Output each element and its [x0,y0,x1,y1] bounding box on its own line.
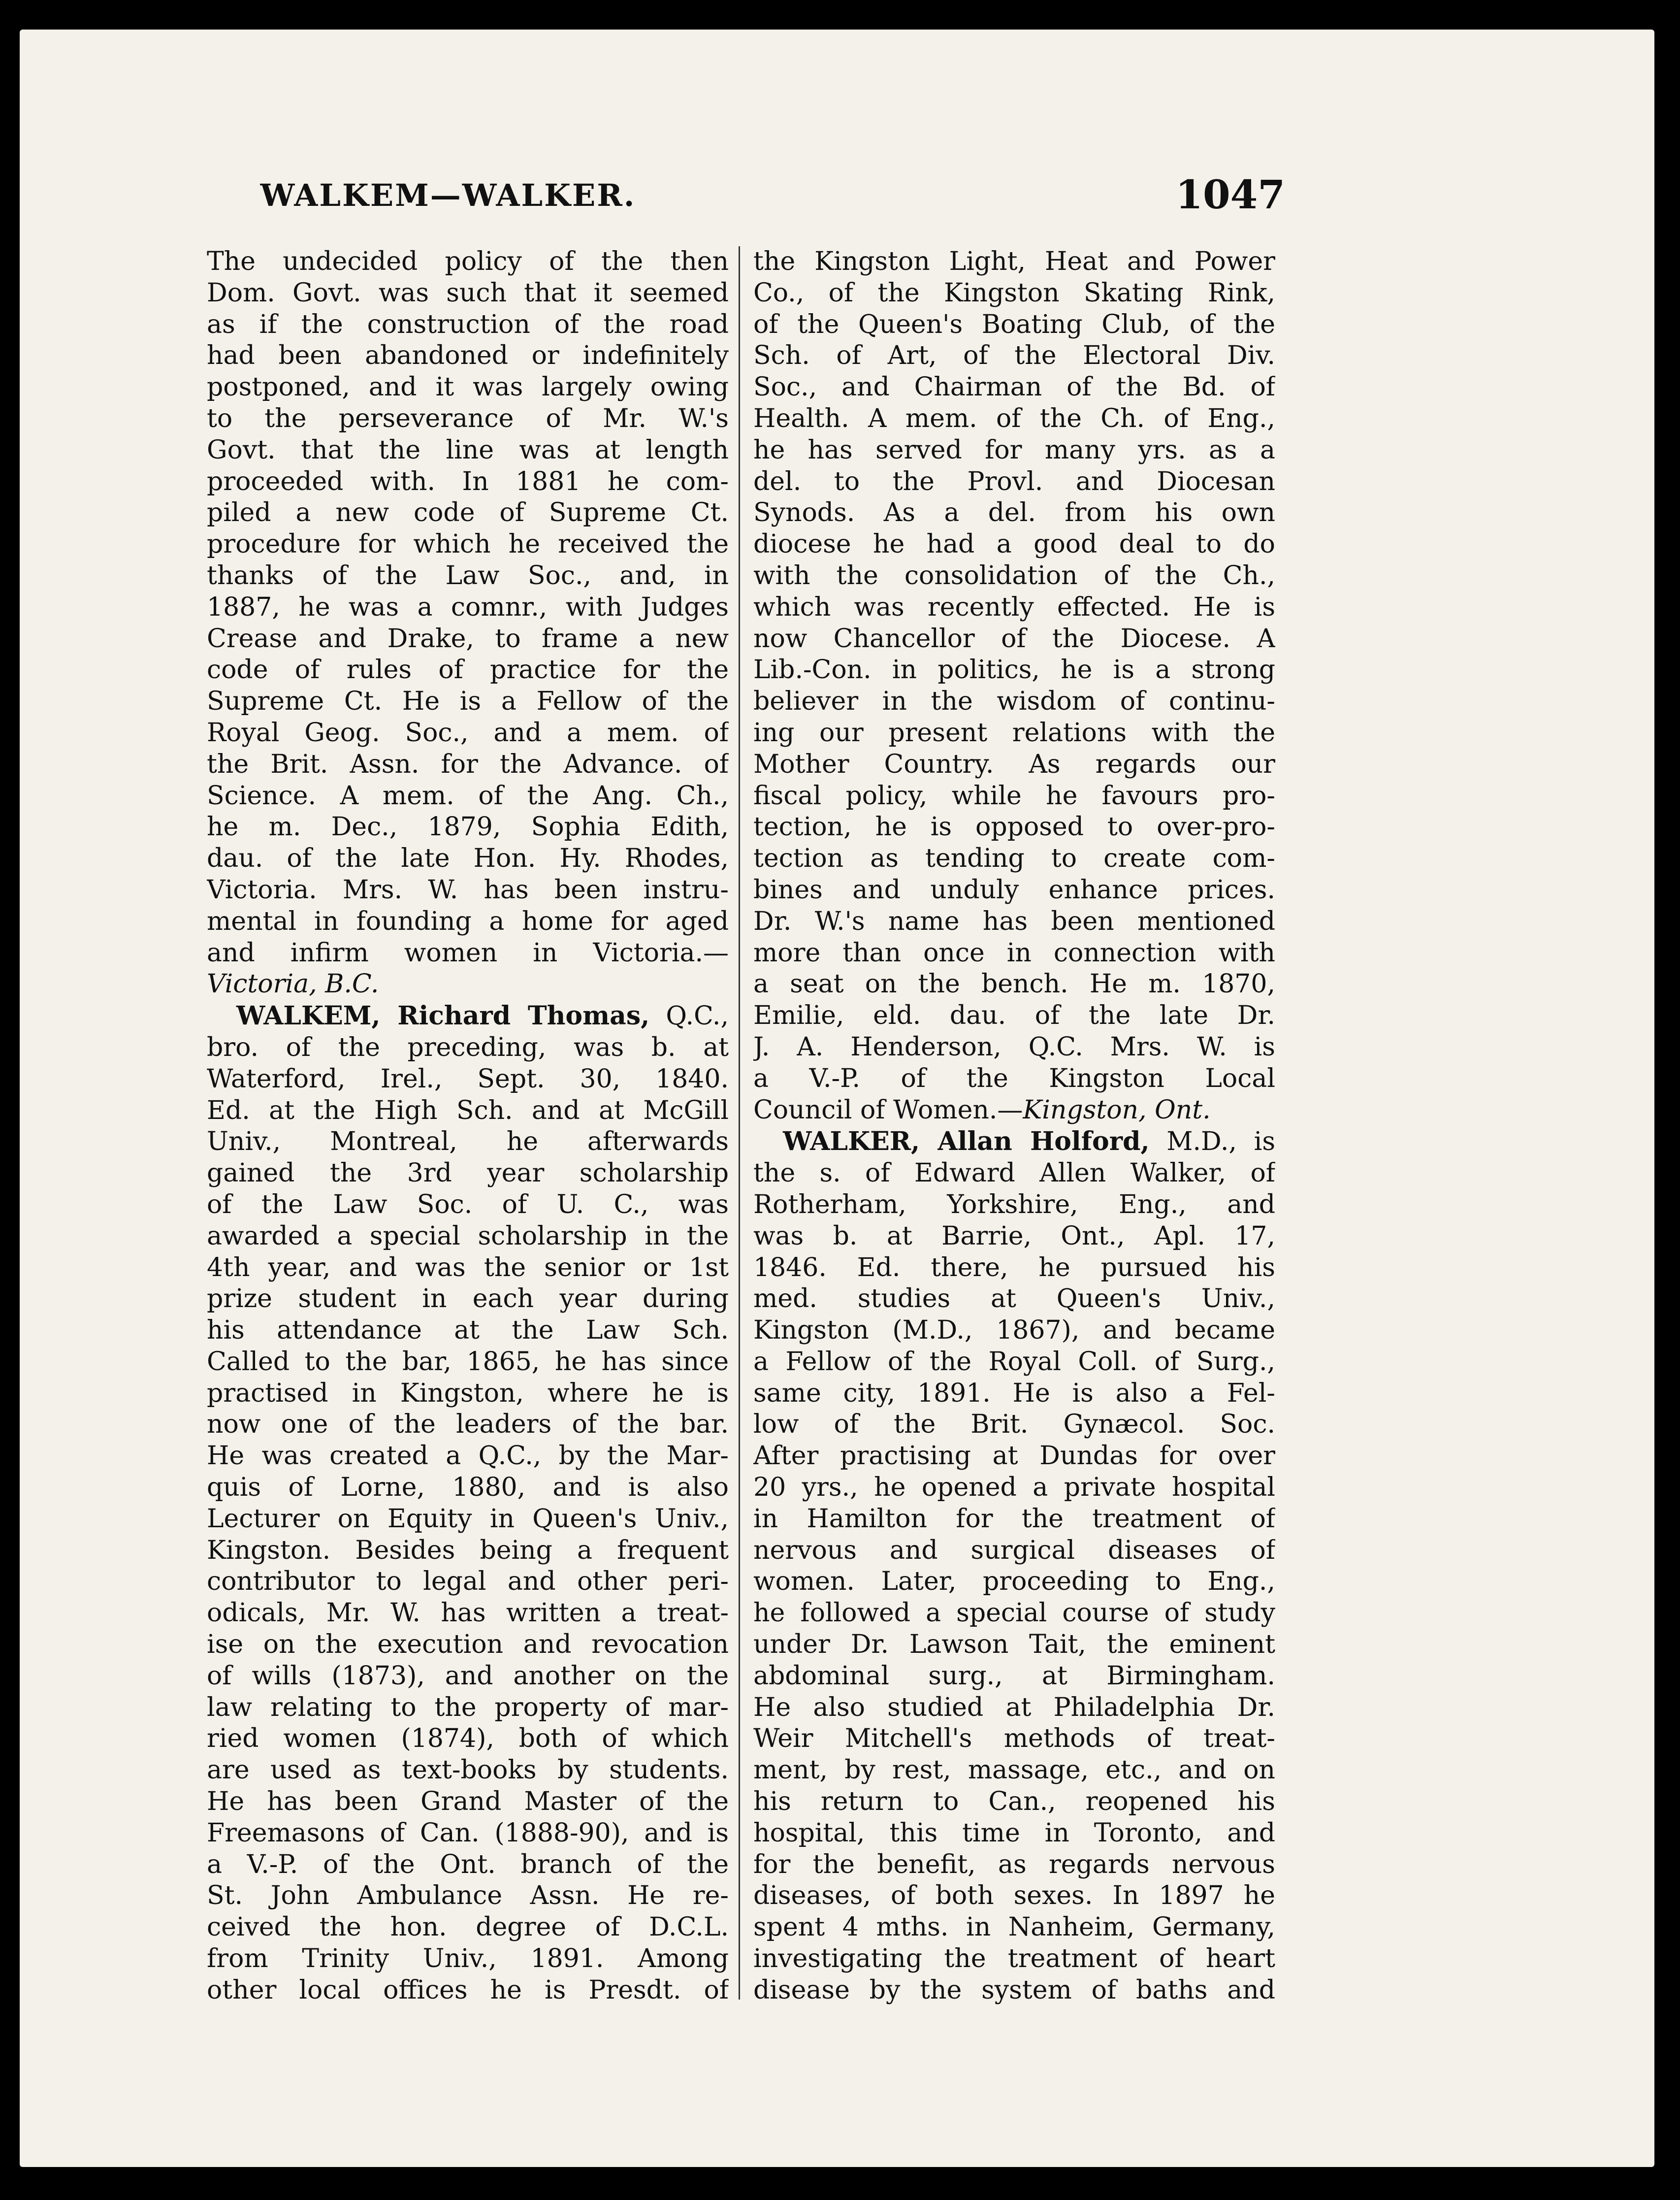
text-line [207,1189,729,1221]
line-text: med. studies at Queen's Univ., [753,1284,1275,1314]
text-line [207,1598,729,1629]
text-line [753,1943,1275,1975]
line-text: of wills (1873), and another on the [207,1661,729,1691]
line-text: a V.-P. of the Ont. branch of the [207,1849,729,1879]
text-line [753,1000,1275,1032]
line-text: are used as text-books by students. [207,1755,729,1785]
text-line [207,1158,729,1189]
text-line [753,1095,1275,1126]
text-line [207,1000,729,1032]
text-line [207,1943,729,1975]
text-line [753,1598,1275,1629]
line-text: other local offices he is Presdt. of [207,1975,729,2005]
text-line [207,1661,729,1692]
line-text: awarded a special scholarship in the [207,1221,729,1251]
line-text: abdominal surg., at Birmingham. [753,1661,1275,1691]
text-line [207,906,729,938]
line-text: in Hamilton for the treatment of [753,1504,1275,1534]
line-text: del. to the Provl. and Diocesan [753,466,1275,496]
text-line [753,686,1275,718]
line-text: procedure for which he received the [207,529,729,559]
line-text: M.D., is [1149,1127,1275,1157]
text-line [753,466,1275,498]
line-text: diocese he had a good deal to do [753,529,1275,559]
line-text: the Kingston Light, Heat and Power [753,247,1275,276]
text-line [207,1975,729,2006]
text-line [207,592,729,624]
text-line [207,1409,729,1441]
text-line [207,624,729,655]
text-line [753,435,1275,466]
line-text: Health. A mem. of the Ch. of Eng., [753,403,1275,433]
line-text: code of rules of practice for the [207,655,729,685]
text-line [207,655,729,686]
line-text: Victoria, B.C. [207,969,379,999]
text-line [207,1912,729,1943]
line-text: Lib.-Con. in politics, he is a strong [753,655,1275,685]
line-text: The undecided policy of the then [207,247,729,276]
line-text: contributor to legal and other peri- [207,1567,729,1597]
line-text: investigating the treatment of heart [753,1944,1275,1974]
text-line [207,372,729,403]
text-line [753,529,1275,560]
text-line [207,1378,729,1410]
line-text: ceived the hon. degree of D.C.L. [207,1912,729,1942]
line-text: more than once in connection with [753,938,1275,968]
line-text: St. John Ambulance Assn. He re- [207,1881,729,1911]
text-line [753,1975,1275,2006]
text-line [207,1786,729,1818]
line-text: women. Later, proceeding to Eng., [753,1567,1275,1597]
text-line [753,1692,1275,1724]
text-line [753,340,1275,372]
text-line [207,1221,729,1252]
text-line [753,655,1275,686]
text-line [207,560,729,592]
text-line [207,497,729,529]
text-line [207,1755,729,1786]
line-text: Council of Women.— [753,1095,1023,1125]
text-line [753,906,1275,938]
line-text: his return to Can., reopened his [753,1787,1275,1817]
line-text: Weir Mitchell's methods of treat- [753,1724,1275,1754]
line-text: believer in the wisdom of continu- [753,687,1275,717]
line-text: Soc., and Chairman of the Bd. of [753,372,1275,402]
line-text: low of the Brit. Gynæcol. Soc. [753,1410,1275,1440]
text-line [753,812,1275,843]
line-text: postponed, and it was largely owing [207,372,729,402]
line-text: Kingston. Besides being a frequent [207,1535,729,1565]
line-text: was b. at Barrie, Ont., Apl. 17, [753,1221,1275,1251]
line-text: he followed a special course of study [753,1598,1275,1628]
line-text: now Chancellor of the Diocese. A [753,624,1275,654]
text-line [207,1283,729,1315]
page-header [202,171,1285,236]
line-text: thanks of the Law Soc., and, in [207,560,729,591]
text-line [753,1849,1275,1881]
text-line [753,1880,1275,1912]
line-text: the Brit. Assn. for the Advance. of [207,749,729,779]
page-number: 1047 [1175,171,1285,218]
text-line [207,1441,729,1472]
text-line [207,969,729,1000]
text-line [753,1252,1275,1284]
text-line [207,1252,729,1284]
text-line [207,1504,729,1535]
text-line [753,1723,1275,1755]
text-line [753,718,1275,749]
line-text: prize student in each year during [207,1284,729,1314]
text-line [207,1535,729,1567]
text-line [753,1566,1275,1598]
line-text: 20 yrs., he opened a private hospital [753,1473,1275,1503]
text-line [207,403,729,435]
text-line [207,1629,729,1661]
line-text: Lecturer on Equity in Queen's Univ., [207,1504,729,1534]
line-text: to the perseverance of Mr. W.'s [207,403,729,433]
line-text: Victoria. Mrs. W. has been instru- [207,875,729,905]
line-text: dau. of the late Hon. Hy. Rhodes, [207,844,729,874]
text-line [207,1566,729,1598]
line-text: ise on the execution and revocation [207,1630,729,1660]
line-text: mental in founding a home for aged [207,906,729,936]
line-text: Waterford, Irel., Sept. 30, 1840. [207,1064,729,1094]
text-line [753,1315,1275,1346]
text-line [753,1629,1275,1661]
text-line [753,1126,1275,1158]
text-line [753,497,1275,529]
text-line [753,1441,1275,1472]
line-text: Science. A mem. of the Ang. Ch., [207,781,729,811]
line-text: bines and unduly enhance prices. [753,875,1275,905]
line-text: ried women (1874), both of which [207,1724,729,1754]
text-line [753,938,1275,969]
text-line [207,686,729,718]
line-text: He also studied at Philadelphia Dr. [753,1692,1275,1722]
text-line [207,843,729,875]
line-text: had been abandoned or indefinitely [207,341,729,371]
text-line [753,1189,1275,1221]
line-text: a seat on the bench. He m. 1870, [753,969,1275,999]
text-line [753,372,1275,403]
line-text: He was created a Q.C., by the Mar- [207,1441,729,1471]
text-line [753,1786,1275,1818]
text-line [753,1504,1275,1535]
line-text: and infirm women in Victoria.— [207,938,729,968]
text-line [207,435,729,466]
text-line [207,466,729,498]
text-line [207,278,729,309]
line-text: hospital, this time in Toronto, and [753,1818,1275,1848]
line-text: tection as tending to create com- [753,844,1275,874]
line-text: Royal Geog. Soc., and a mem. of [207,718,729,748]
line-text: Supreme Ct. He is a Fellow of the [207,687,729,717]
text-line [753,1472,1275,1504]
line-text: Synods. As a del. from his own [753,498,1275,528]
text-line [753,875,1275,906]
text-line [753,1063,1275,1095]
line-text: Called to the bar, 1865, he has since [207,1346,729,1377]
line-text: He has been Grand Master of the [207,1787,729,1817]
line-text: his attendance at the Law Sch. [207,1315,729,1346]
text-line [753,749,1275,781]
line-text: with the consolidation of the Ch., [753,560,1275,591]
residence: Kingston, Ont. [1023,1095,1211,1125]
text-line [207,1723,729,1755]
line-text: Dom. Govt. was such that it seemed [207,278,729,308]
line-text: 4th year, and was the senior or 1st [207,1252,729,1282]
line-text: a Fellow of the Royal Coll. of Surg., [753,1346,1275,1377]
text-line [207,1849,729,1881]
text-line [207,1472,729,1504]
text-line [753,1535,1275,1567]
line-text: the s. of Edward Allen Walker, of [753,1158,1275,1188]
line-text: he has served for many yrs. as a [753,435,1275,465]
line-text: law relating to the property of mar- [207,1692,729,1722]
line-text: of the Law Soc. of U. C., was [207,1189,729,1219]
text-line [753,781,1275,812]
line-text: fiscal policy, while he favours pro- [753,781,1275,811]
line-text: quis of Lorne, 1880, and is also [207,1473,729,1503]
line-text: Govt. that the line was at length [207,435,729,465]
text-line [207,812,729,843]
line-text: ment, by rest, massage, etc., and on [753,1755,1275,1785]
text-line [753,246,1275,278]
line-text: Mother Country. As regards our [753,749,1275,779]
text-line [753,1158,1275,1189]
line-text: 1887, he was a comnr., with Judges [207,592,729,622]
line-text: Emilie, eld. dau. of the late Dr. [753,1001,1275,1031]
text-line [207,1818,729,1849]
line-text: tection, he is opposed to over-pro- [753,812,1275,842]
text-line [207,340,729,372]
line-text: Co., of the Kingston Skating Rink, [753,278,1275,308]
text-line [753,843,1275,875]
line-text: Crease and Drake, to frame a new [207,624,729,654]
text-line [207,529,729,560]
text-line [207,938,729,969]
text-line [753,624,1275,655]
line-text: practised in Kingston, where he is [207,1378,729,1408]
right-column [753,246,1275,2006]
line-text: under Dr. Lawson Tait, the eminent [753,1630,1275,1660]
text-line [753,278,1275,309]
text-line [753,1661,1275,1692]
text-line [753,969,1275,1000]
column-divider [739,246,740,2000]
line-text: J. A. Henderson, Q.C. Mrs. W. is [753,1032,1275,1062]
line-text: from Trinity Univ., 1891. Among [207,1944,729,1974]
running-head: WALKEM—WALKER. [260,177,636,213]
entry-name: WALKER, Allan Holford, [783,1126,1150,1157]
text-line [753,1346,1275,1378]
line-text: Freemasons of Can. (1888-90), and is [207,1818,729,1848]
line-text: Sch. of Art, of the Electoral Div. [753,341,1275,371]
text-line [207,1315,729,1346]
line-text: which was recently effected. He is [753,592,1275,622]
line-text: diseases, of both sexes. In 1897 he [753,1881,1275,1911]
text-line [207,1064,729,1095]
line-text: for the benefit, as regards nervous [753,1849,1275,1879]
line-text: Kingston (M.D., 1867), and became [753,1315,1275,1346]
entry-name: WALKEM, Richard Thomas, [236,1001,650,1031]
text-line [207,1095,729,1127]
text-line [207,1032,729,1064]
line-text: disease by the system of baths and [753,1975,1275,2005]
text-line [753,1755,1275,1786]
text-line [753,1818,1275,1849]
text-line [207,749,729,781]
line-text: odicals, Mr. W. has written a treat- [207,1598,729,1628]
line-text: Ed. at the High Sch. and at McGill [207,1095,729,1125]
line-text: gained the 3rd year scholarship [207,1158,729,1188]
line-text: piled a new code of Supreme Ct. [207,498,729,528]
line-text: nervous and surgical diseases of [753,1535,1275,1565]
text-line [753,1221,1275,1252]
line-text: spent 4 mths. in Nanheim, Germany, [753,1912,1275,1942]
text-line [207,1880,729,1912]
line-text: Q.C., [649,1001,729,1031]
line-text: Univ., Montreal, he afterwards [207,1127,729,1157]
line-text: 1846. Ed. there, he pursued his [753,1252,1275,1282]
text-line [753,560,1275,592]
line-text: of the Queen's Boating Club, of the [753,309,1275,339]
text-line [753,1378,1275,1410]
text-line [753,1032,1275,1063]
line-text: proceeded with. In 1881 he com- [207,466,729,496]
line-text: as if the construction of the road [207,309,729,339]
line-text: now one of the leaders of the bar. [207,1410,729,1440]
text-line [207,1692,729,1724]
text-line [207,718,729,749]
line-text: a V.-P. of the Kingston Local [753,1063,1275,1093]
text-line [207,309,729,341]
text-line [207,1346,729,1378]
text-line [753,403,1275,435]
line-text: Dr. W.'s name has been mentioned [753,906,1275,936]
text-line [753,309,1275,341]
text-line [753,1409,1275,1441]
book-page [20,30,1654,2167]
text-line [753,592,1275,624]
text-line [753,1912,1275,1943]
text-line [753,1283,1275,1315]
text-line [207,781,729,812]
line-text: ing our present relations with the [753,718,1275,748]
line-text: he m. Dec., 1879, Sophia Edith, [207,812,729,842]
line-text: same city, 1891. He is also a Fel- [753,1378,1275,1408]
text-line [207,1126,729,1158]
line-text: After practising at Dundas for over [753,1441,1275,1471]
text-line [207,875,729,906]
line-text: Rotherham, Yorkshire, Eng., and [753,1189,1275,1219]
text-line [207,246,729,278]
line-text: bro. of the preceding, was b. at [207,1032,729,1062]
left-column [207,246,729,2006]
